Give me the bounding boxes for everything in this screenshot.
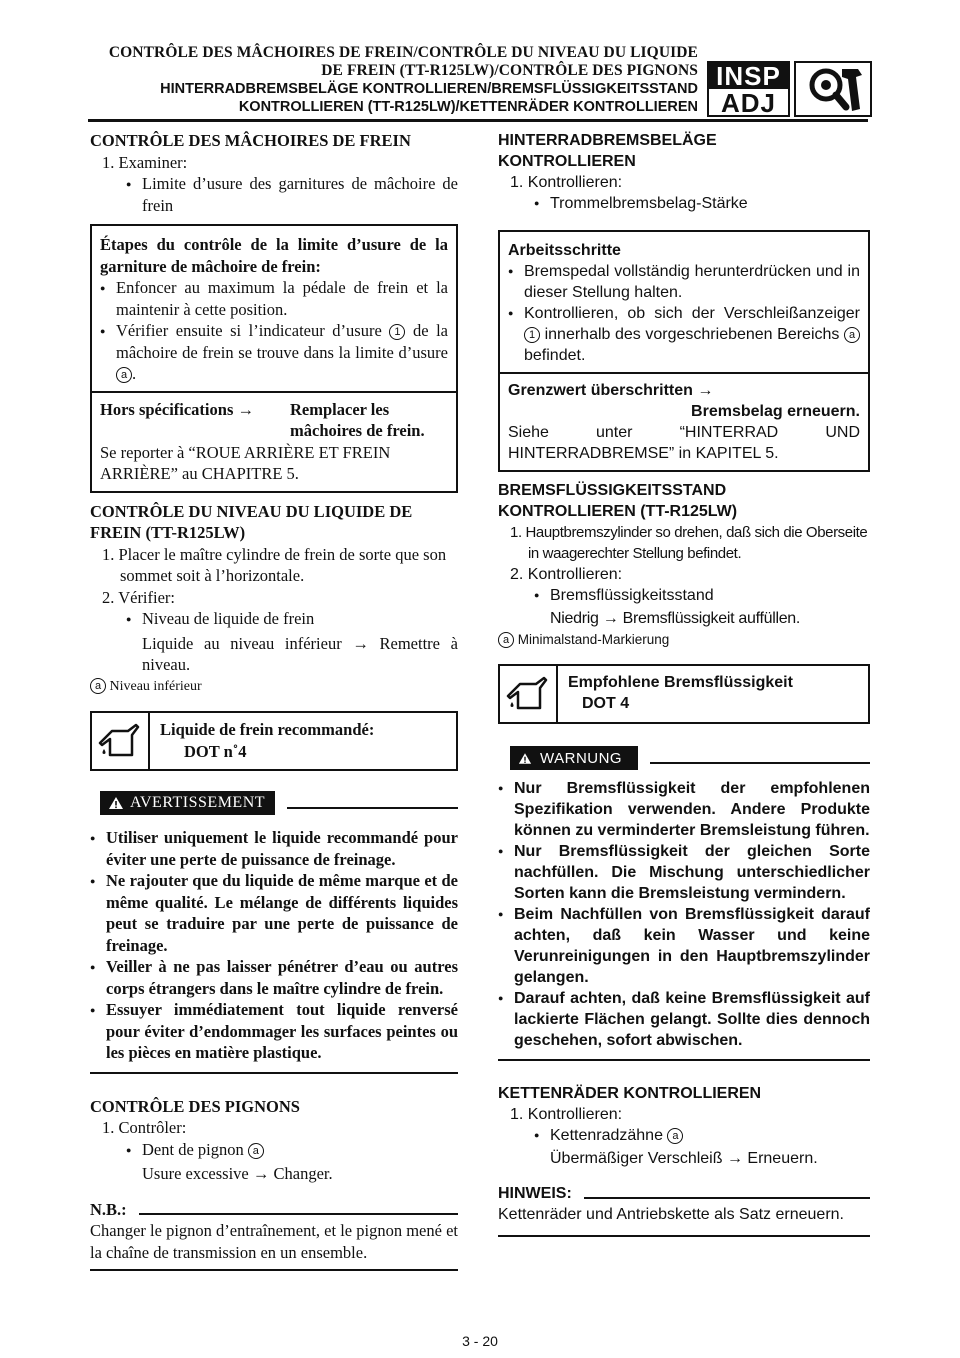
fr-warning-item-text: Ne rajouter que du liquide de même marque et de même qualité. Le mélange de différents liquides peut se traduire par une perte de puissance de freinage.	[106, 871, 458, 955]
fr-warning-header	[90, 791, 458, 815]
de-warning-item	[498, 988, 870, 1051]
de-shoe-bullet2-b: innerhalb des vorgeschriebenen Bereichs	[544, 326, 840, 343]
de-fluid-title2: KONTROLLIEREN (TT-R125LW)	[498, 503, 738, 520]
fr-fluid-step2: 2. Vérifier:	[102, 587, 176, 607]
de-shoe-title1: HINTERRADBREMSBELÄGE	[498, 132, 717, 149]
bullet-icon	[498, 778, 514, 841]
oil-can-icon	[500, 666, 558, 722]
fr-warning-end-rule	[90, 1072, 458, 1074]
fr-fluid-note	[90, 676, 458, 698]
de-warning-item-text: Nur Bremsflüssigkeit der empfohlenen Spezifikation verwenden. Andere Produkte können zu verminderter Bremsleistung führen.	[514, 780, 870, 839]
de-fluid-item	[498, 585, 870, 608]
fr-fluid-step1-text: 1. Placer le maître cylindre de frein de sorte que son sommet soit à l’horizontale.	[102, 544, 447, 585]
de-fluid-spec-box	[498, 664, 870, 724]
fr-end-rule	[90, 1269, 458, 1271]
de-warning-item	[498, 778, 870, 841]
de-warning-tag	[510, 746, 638, 770]
de-shoe-bullet1	[508, 261, 860, 303]
fr-warning-tag	[100, 791, 275, 815]
de-shoe-out-spec: Grenzwert überschritten →	[508, 382, 714, 399]
callout-a: a	[116, 367, 132, 383]
bullet-icon	[126, 608, 142, 633]
header-de-line2: KONTROLLIEREN (TT-R125LW)/KETTENRÄDER KONTROLLIEREN	[238, 99, 698, 115]
fr-warning-item	[90, 956, 458, 999]
de-shoe-step1: 1. Kontrollieren:	[510, 174, 623, 191]
fr-fluid-step1	[90, 544, 458, 587]
fr-shoe-bullet2-end: .	[132, 364, 137, 383]
de-warning-item	[498, 904, 870, 988]
fr-sprocket-detail: Usure excessive → Changer.	[142, 1164, 333, 1183]
bullet-icon	[534, 585, 550, 608]
fr-shoe-bullet2	[100, 320, 448, 385]
de-shoe-item-text: Trommelbremsbelag-Stärke	[550, 195, 748, 212]
callout-a: a	[248, 1143, 264, 1159]
de-end-rule	[498, 1235, 870, 1237]
fr-sprocket-title: CONTRÔLE DES PIGNONS	[90, 1096, 300, 1116]
fr-warning-item	[90, 870, 458, 956]
de-warning-rule	[650, 762, 870, 764]
de-fluid-note-text: Minimalstand-Markierung	[517, 632, 670, 647]
fr-shoe-step1: 1. Examiner:	[102, 152, 188, 172]
bullet-icon	[508, 261, 524, 303]
de-fluid-box-value: DOT 4	[582, 695, 630, 712]
de-warning-header	[498, 746, 870, 770]
fr-shoe-bullet2-a: Vérifier ensuite si l’indicateur d’usure	[116, 321, 382, 340]
fr-shoe-out-of-spec	[92, 391, 456, 491]
de-nb-text: Kettenräder und Antriebskette als Satz erneuern.	[498, 1206, 844, 1223]
fr-nb-header	[90, 1199, 458, 1221]
de-sprocket-step1: 1. Kontrollieren:	[510, 1106, 623, 1123]
de-shoe-bullet2-a: Kontrollieren, ob sich der Verschleißanzeiger	[524, 305, 860, 322]
de-shoe-title2: KONTROLLIEREN	[498, 153, 636, 170]
bullet-icon	[90, 870, 106, 956]
header-rule	[88, 119, 868, 122]
fr-shoe-procedure-box	[90, 224, 458, 493]
de-sprocket-item-text: Kettenradzähne	[550, 1127, 663, 1144]
fr-shoe-item	[90, 173, 458, 216]
de-sprocket-detail: Übermäßiger Verschleiß → Erneuern.	[550, 1150, 818, 1167]
fr-warning-rule	[287, 807, 458, 809]
fr-fluid-box-value: DOT n˚4	[184, 741, 247, 761]
de-fluid-box-title: Empfohlene Bremsflüssigkeit	[568, 674, 793, 691]
de-fluid-step1-text: 1. Hauptbremszylinder so drehen, daß sich die Oberseite in waagerechter Stellung befindet.	[510, 524, 868, 562]
bullet-icon	[498, 841, 514, 904]
bullet-icon	[90, 999, 106, 1064]
bullet-icon	[100, 320, 116, 385]
page-header	[88, 44, 698, 116]
de-shoe-refer: Siehe unter “HINTERRAD UND HINTERRADBREMSE” in KAPITEL 5.	[508, 424, 860, 462]
de-fluid-step2: 2. Kontrollieren:	[510, 566, 623, 583]
fr-nb-text: Changer le pignon d’entraînement, et le pignon mené et la chaîne de transmission en un ensemble.	[90, 1221, 458, 1262]
fr-fluid-item-text: Niveau de liquide de frein	[142, 609, 315, 628]
bullet-icon	[126, 173, 142, 216]
fr-shoe-bullet2-b: de la mâchoire de frein se trouve dans la limite d’usure	[116, 321, 449, 362]
de-warning-item-text: Beim Nachfüllen von Bremsflüssigkeit darauf achten, daß kein Wasser und keine Verunreinigungen in den Hauptbremszylinder gelangen.	[514, 906, 870, 986]
de-fluid-note	[498, 629, 870, 650]
bullet-icon	[126, 1139, 142, 1164]
de-nb-label: HINWEIS:	[498, 1185, 572, 1202]
bullet-icon	[534, 1125, 550, 1148]
fr-warning-label: AVERTISSEMENT	[130, 794, 266, 811]
bullet-icon	[90, 956, 106, 999]
oil-can-icon	[92, 713, 150, 769]
header-fr-line1: CONTRÔLE DES MÂCHOIRES DE FREIN/CONTRÔLE DU NIVEAU DU LIQUIDE	[108, 44, 698, 61]
fr-shoe-refer: Se reporter à “ROUE ARRIÈRE ET FREIN ARRIÈRE” au CHAPITRE 5.	[100, 442, 391, 483]
insp-adj-badge	[707, 61, 790, 117]
fr-nb-rule	[139, 1213, 458, 1215]
bullet-icon	[498, 904, 514, 988]
de-shoe-bullet1-text: Bremspedal vollständig herunterdrücken und in dieser Stellung halten.	[524, 263, 860, 301]
callout-1: 1	[389, 324, 405, 340]
fr-shoe-box-title: Étapes du contrôle de la limite d’usure de la garniture de mâchoire de frein:	[100, 235, 448, 276]
fr-sprocket-step1: 1. Contrôler:	[102, 1118, 187, 1137]
de-shoe-procedure-box	[498, 230, 870, 472]
fr-shoe-bullet1-text: Enfoncer au maximum la pédale de frein et la maintenir à cette position.	[116, 278, 448, 319]
callout-a: a	[498, 632, 514, 648]
de-warning-list	[498, 778, 870, 1051]
de-nb-header	[498, 1183, 870, 1204]
fr-fluid-spec-box	[90, 711, 458, 771]
de-fluid-title1: BREMSFLÜSSIGKEITSSTAND	[498, 482, 727, 499]
column-german	[498, 130, 870, 1237]
fr-fluid-title: CONTRÔLE DU NIVEAU DU LIQUIDE DE FREIN (TT-R125LW)	[90, 501, 413, 542]
warning-icon	[108, 796, 124, 810]
fr-shoe-out-action: Remplacer les mâchoires de frein.	[290, 399, 425, 440]
bullet-icon	[100, 277, 116, 320]
de-shoe-out-action: Bremsbelag erneuern.	[691, 403, 860, 420]
column-french	[90, 130, 458, 1271]
fr-warning-item-text: Essuyer immédiatement tout liquide renversé pour éviter d’endommager les surfaces peintes ou les pièces en matière plastique.	[106, 1000, 458, 1062]
de-shoe-box-title: Arbeitsschritte	[508, 242, 621, 259]
de-sprocket-item	[498, 1125, 870, 1148]
fr-nb-label: N.B.:	[90, 1199, 127, 1219]
callout-1: 1	[524, 327, 540, 343]
header-de-line1: HINTERRADBREMSBELÄGE KONTROLLIEREN/BREMSFLÜSSIGKEITSSTAND	[160, 81, 698, 97]
badge-adj: ADJ	[720, 88, 776, 118]
fr-sprocket-item	[90, 1139, 458, 1164]
fr-fluid-box-title: Liquide de frein recommandé:	[160, 720, 375, 739]
badge-insp: INSP	[709, 63, 788, 89]
fr-shoe-title: CONTRÔLE DES MÂCHOIRES DE FREIN	[90, 131, 411, 150]
fr-warning-item	[90, 999, 458, 1064]
callout-a: a	[667, 1128, 683, 1144]
de-shoe-out-of-spec	[500, 372, 868, 470]
fr-sprocket-item-text: Dent de pignon	[142, 1139, 244, 1159]
de-sprocket-title: KETTENRÄDER KONTROLLIEREN	[498, 1085, 762, 1102]
fr-shoe-item-text: Limite d’usure des garnitures de mâchoire de frein	[142, 174, 458, 215]
bullet-icon	[90, 827, 106, 870]
fr-fluid-item	[90, 608, 458, 633]
de-fluid-item-detail: Niedrig → Bremsflüssigkeit auffüllen.	[550, 610, 801, 627]
de-shoe-bullet2	[508, 303, 860, 366]
de-warning-item	[498, 841, 870, 904]
page-number: 3 - 20	[462, 1333, 498, 1349]
bullet-icon	[534, 193, 550, 216]
callout-a: a	[844, 327, 860, 343]
fr-fluid-note-text: Niveau inférieur	[109, 678, 202, 694]
de-shoe-bullet2-end: befindet.	[524, 347, 586, 364]
de-fluid-item-text: Bremsflüssigkeitsstand	[550, 587, 714, 604]
fr-warning-list	[90, 827, 458, 1064]
fr-warning-item-text: Utiliser uniquement le liquide recommandé pour éviter une perte de puissance de freinage.	[106, 828, 458, 869]
de-nb-rule	[584, 1197, 870, 1199]
de-fluid-step1	[498, 522, 870, 564]
wrench-magnifier-icon	[794, 61, 872, 117]
bullet-icon	[508, 303, 524, 366]
de-warning-item-text: Nur Bremsflüssigkeit der gleichen Sorte nachfüllen. Die Mischung unterschiedlicher Sorten kann die Bremsleistung vermindern.	[514, 843, 870, 902]
bullet-icon	[498, 988, 514, 1051]
warning-icon	[518, 752, 532, 765]
de-warning-label: WARNUNG	[540, 749, 623, 767]
de-shoe-item	[498, 193, 870, 216]
de-warning-end-rule	[498, 1059, 870, 1061]
fr-shoe-out-spec: Hors spécifications →	[100, 399, 254, 419]
fr-fluid-item-detail: Liquide au niveau inférieur → Remettre à niveau.	[142, 633, 458, 674]
callout-a: a	[90, 678, 106, 694]
de-warning-item-text: Darauf achten, daß keine Bremsflüssigkeit auf lackierte Flächen gelangt. Sollte dies dennoch geschehen, sofort abwischen.	[514, 990, 870, 1049]
fr-shoe-bullet1	[100, 277, 448, 320]
fr-warning-item-text: Veiller à ne pas laisser pénétrer d’eau ou autres corps étrangers dans le maître cylindre de frein.	[106, 957, 458, 998]
fr-warning-item	[90, 827, 458, 870]
header-fr-line2: DE FREIN (TT-R125LW)/CONTRÔLE DES PIGNONS	[321, 62, 698, 79]
